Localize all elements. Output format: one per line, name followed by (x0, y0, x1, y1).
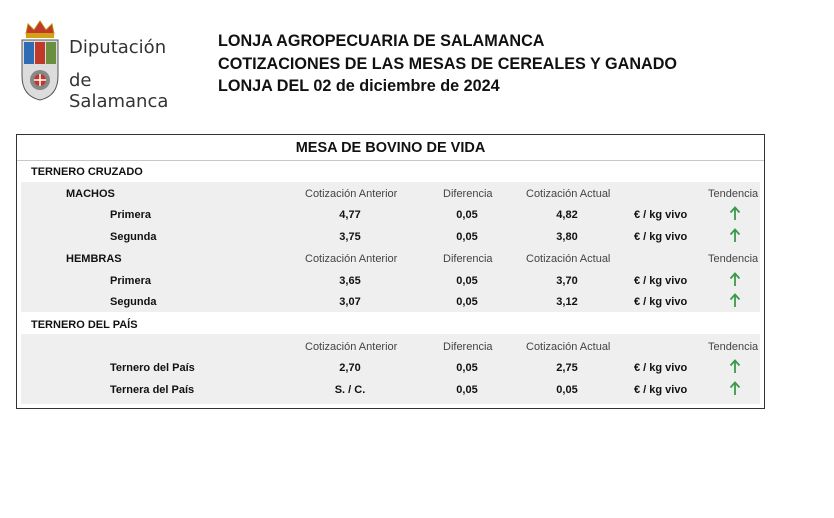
diputacion-logo (14, 14, 189, 112)
arrow-up-icon (729, 272, 741, 287)
logo-text-line2: de Salamanca (69, 70, 169, 112)
coat-of-arms-icon (18, 18, 62, 102)
value-anterior: 4,77 (339, 209, 361, 221)
group-title: MACHOS (66, 188, 115, 200)
value-unit: € / kg vivo (634, 209, 688, 221)
value-diferencia: 0,05 (456, 275, 478, 287)
group-title: HEMBRAS (66, 253, 122, 265)
value-actual: 3,80 (556, 231, 578, 243)
column-header-tendencia: Tendencia (708, 253, 759, 265)
value-unit: € / kg vivo (634, 384, 688, 396)
value-anterior: 3,07 (339, 296, 361, 308)
arrow-up-icon (729, 293, 741, 308)
value-unit: € / kg vivo (634, 296, 688, 308)
value-actual: 4,82 (556, 209, 578, 221)
header-line-1: LONJA AGROPECUARIA DE SALAMANCA (218, 32, 545, 50)
section-title: TERNERO CRUZADO (31, 166, 143, 178)
column-header-anterior: Cotización Anterior (305, 341, 398, 353)
value-anterior: S. / C. (334, 384, 366, 396)
row-label: Primera (110, 209, 151, 221)
column-header-actual: Cotización Actual (526, 253, 611, 265)
column-header-actual: Cotización Actual (526, 188, 611, 200)
value-diferencia: 0,05 (456, 384, 478, 396)
price-table (16, 134, 765, 409)
row-label: Segunda (110, 231, 157, 243)
row-label: Segunda (110, 296, 157, 308)
value-actual: 0,05 (556, 384, 578, 396)
value-diferencia: 0,05 (456, 362, 478, 374)
value-anterior: 2,70 (339, 362, 361, 374)
header-line-2: COTIZACIONES DE LAS MESAS DE CEREALES Y GANADO (218, 54, 678, 73)
column-header-tendencia: Tendencia (708, 188, 759, 200)
row-label: Ternera del País (110, 384, 195, 396)
table-title: MESA DE BOVINO DE VIDA (17, 135, 764, 161)
value-anterior: 3,75 (339, 231, 361, 243)
arrow-up-icon (729, 228, 741, 243)
column-header-anterior: Cotización Anterior (305, 188, 398, 200)
value-diferencia: 0,05 (456, 209, 478, 221)
document-header (218, 30, 677, 98)
value-unit: € / kg vivo (634, 231, 688, 243)
column-header-tendencia: Tendencia (708, 341, 759, 353)
arrow-up-icon (729, 206, 741, 221)
column-header-anterior: Cotización Anterior (305, 253, 398, 265)
logo-text-line1: Diputación (69, 37, 167, 58)
section-title: TERNERO DEL PAÍS (31, 319, 138, 331)
value-actual: 3,12 (556, 296, 578, 308)
row-label: Primera (110, 275, 151, 287)
value-diferencia: 0,05 (456, 296, 478, 308)
section-band (21, 182, 760, 312)
arrow-up-icon (729, 359, 741, 374)
value-unit: € / kg vivo (634, 362, 688, 374)
column-header-diferencia: Diferencia (443, 253, 493, 265)
value-anterior: 3,65 (339, 275, 361, 287)
value-actual: 2,75 (556, 362, 578, 374)
header-line-3: LONJA DEL 02 de diciembre de 2024 (218, 77, 500, 95)
row-label: Ternero del País (110, 362, 195, 374)
value-unit: € / kg vivo (634, 275, 688, 287)
value-actual: 3,70 (556, 275, 578, 287)
column-header-diferencia: Diferencia (443, 188, 493, 200)
value-diferencia: 0,05 (456, 231, 478, 243)
arrow-up-icon (729, 381, 741, 396)
column-header-actual: Cotización Actual (526, 341, 611, 353)
column-header-diferencia: Diferencia (443, 341, 493, 353)
